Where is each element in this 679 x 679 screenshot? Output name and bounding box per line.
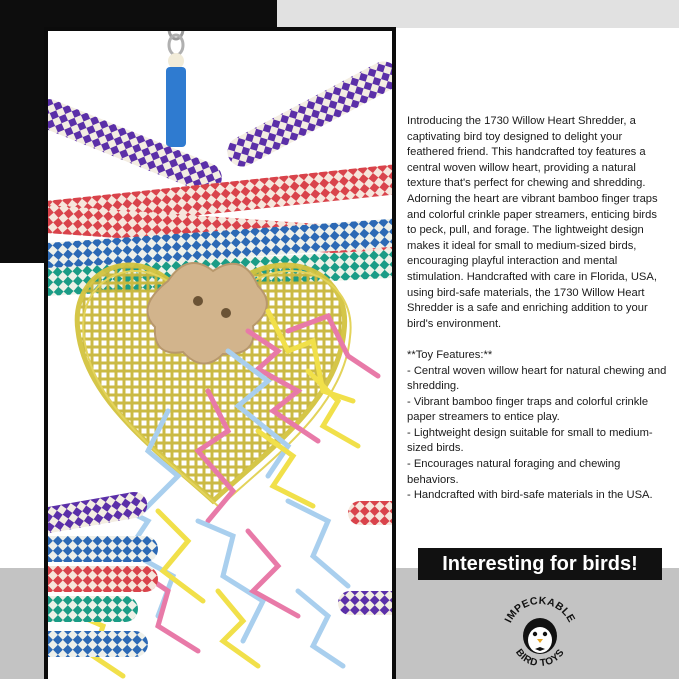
grey-top-band — [277, 0, 679, 28]
feature-item: - Encourages natural foraging and chewing behaviors. — [407, 458, 621, 486]
blue-wooden-peg — [166, 67, 186, 147]
finger-traps-top — [48, 56, 392, 297]
logo-bottom-text: BIRD TOYS — [513, 647, 567, 670]
intro-paragraph: Introducing the 1730 Willow Heart Shredder, a captivating bird toy designed to delight your feathered friend. This handcrafted toy features a central woven willow heart, providing a natural texture that's perfect for chewing and shredding. Adorning the heart are vibrant bamboo finger traps and colorful crinkle paper streamers, enticing birds to peck, pull, and forage. The lightweight design makes it ideal for small to medium-sized birds, encouraging playful interaction and mental stimulation. Handcrafted with care in Florida, USA, using bird-safe materials, the 1730 Willow Heart Shredder is a safe and enriching addition to your bird's environment. — [407, 115, 658, 330]
feature-item: - Handcrafted with bird-safe materials in the USA. — [407, 489, 653, 502]
hanging-chain — [168, 31, 184, 69]
feature-item: - Vibrant bamboo finger traps and colorful crinkle paper streamers to entice play. — [407, 395, 649, 424]
penguin-icon — [523, 618, 557, 654]
finger-traps-bottom — [48, 490, 392, 657]
logo-top-text: IMPECKABLE — [502, 594, 578, 625]
paragraph-spacer — [407, 332, 669, 348]
interesting-banner: Interesting for birds! — [418, 548, 662, 580]
impeckable-logo — [498, 592, 582, 676]
bird-toy-illustration — [48, 31, 392, 679]
feature-item: - Central woven willow heart for natural chewing and shredding. — [407, 364, 667, 393]
feature-item: - Lightweight design suitable for small to medium-sized birds. — [407, 426, 653, 455]
features-heading: **Toy Features:** — [407, 348, 493, 361]
product-photo — [48, 31, 392, 679]
product-description — [407, 114, 669, 504]
